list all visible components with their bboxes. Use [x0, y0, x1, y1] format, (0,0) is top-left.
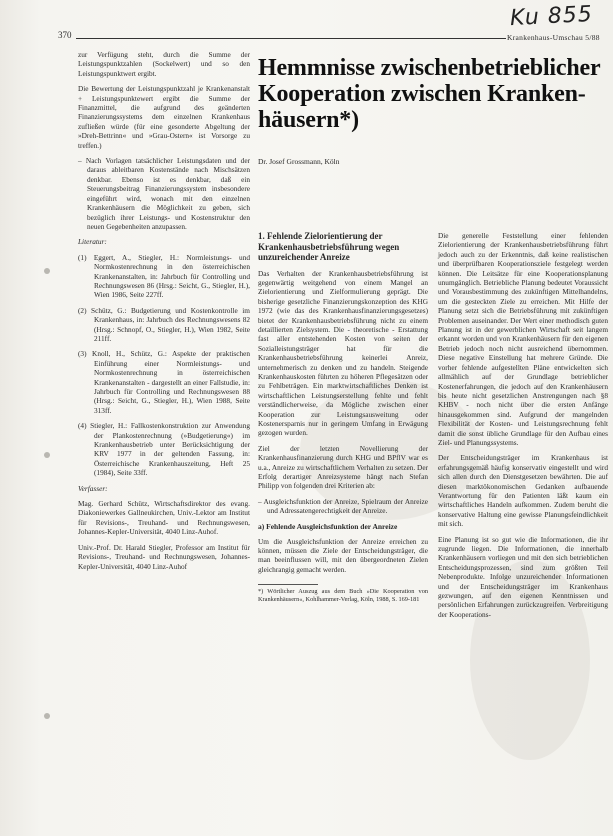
punch-hole — [44, 713, 50, 719]
reference-item: (2) Schütz, G.: Budgetierung und Kostenkontrolle im Krankenhaus, in: Jahrbuch des Rechnungswesens 82 (Hrsg.: Schnopf, O., Stiegler, H.), Wien 1982, Seite 211ff. — [78, 305, 250, 343]
paragraph: Das Verhalten der Krankenhausbetriebsführung ist gegenwärtig weitgehend von einem Mangel an Zielorientierung und Zielformulierung geprägt. Die bisherige gesetzliche Finanzierungskonzeption des KHG 1972 (wie das des Krankenhausfinanzierungsgesetzes) bietet der Krankenhausbetriebsführung nicht zu einem detaillierten Zielsystem. Die - theoretische - Erstattung fast aller entstehenden Kosten von seiten der Sozialleistungsträger hat für die Krankenhausbetriebsführung keinerlei Anreiz, unternehmerisch zu denken und zu handeln. Steigende Krankenhauskosten führten zu höheren Pflegesätzen oder zu Fehlbeträgen. Ein marktwirtschaftliches Denken ist wirtschaftlichen Leistungserstellung fehlte und fehlt verständlicherweise, da Mögliche zwischen einer Kooperation zur Leistungsausweitung oder Kostenersparnis nur in geringem Umfang in Erwägung gezogen wurden. — [258, 268, 428, 438]
section-heading: 1. Fehlende Zielorientierung der Krankenhausbetriebsführung wegen unzureichender Anreize — [258, 231, 400, 262]
punch-hole — [44, 268, 50, 274]
article-title — [258, 55, 613, 133]
authors-heading: Verfasser: — [78, 483, 108, 493]
paragraph: Ziel der letzten Novellierung der Krankenhausfinanzierung durch KHG und BPflV war es u.a., Anreize zu wirtschaftlichem Verhalten zu setzen. Der Erfolg derartiger Anreizsysteme hängt nach Stefan Philipp von folgenden drei Kriterien ab: — [258, 443, 428, 491]
handwritten-note: Ku 855 — [509, 1, 594, 32]
author-info: Univ.-Prof. Dr. Harald Stiegler, Professor am Institut für Revisions-, Treuhand- und Rechnungswesen, Johannes-Kepler-Universität, 4040 Linz-Auhof — [78, 542, 250, 571]
author-info: Mag. Gerhard Schütz, Wirtschaftsdirektor des evang. Diakoniewerkes Gallneukirchen, Univ.-Lektor am Institut für Revisions-, Treuhand- und Rechnungswesen, Johannes-Kepler-Universität, 4040 Linz-Auhof. — [78, 499, 250, 537]
literature-heading: Literatur: — [78, 237, 107, 247]
paragraph: Die generelle Feststellung einer fehlenden Zielorientierung der Krankenhausbetriebsführung führt jedoch auch zu der Erkenntnis, daß keine realistischen und überprüfbaren Kooperationsziele festgelegt werden können. Die Leitsätze für eine Kooperationsplanung unumgänglich. Betriebliche Planung bedeutet Voraussicht und Vorausbestimmung des zukünftigen Mittelhandelns, um die gesteckten Ziele zu erreichen. Mit Hilfe der Planung setzt sich die Betriebsführung mit zukünftigen Problemen auseinander. Der Wert einer methodisch guten Planung ist in der gewerblichen Wirtschaft seit langem erkannt worden und von Krankenhäusern für den eigenen Betrieb jedoch noch nicht ausreichend übernommen. Diese negative Einstellung hat mehrere Gründe. Die vorher fehlende aufgestellten Pläne entwickelten sich allmählich auf der Grundlage betrieblicher Kostenerfahrungen, die jedoch auf den Krankenhäusern bis heute nicht gesetzlichen Anstrengungen nach §8 KHBV - noch nicht über die ersten Anfänge hinausgekommen sind. Aufgrund der mangelnden Flexibilität der Kosten- und Leistungsrechnung fehlt damit die sonst übliche Grundlage für den Aufbau eines Ziel- und Planungssystems. — [438, 231, 608, 447]
paragraph: Der Entscheidungsträger im Krankenhaus ist erfahrungsgemäß häufig konservativ eingestellt und wird sich allen durch den Dienstgesetzen bewährten. Die auf diesen marktökonomischen Gedanken aufbauende Verantwortung für den Patienten läßt kaum ein wirtschaftliches Handeln aufkommen. Zudem beruht die konservative Haltung eine gewisse Planungsfeindlichkeit mit sich. — [438, 453, 608, 529]
paragraph: Um die Ausgleichsfunktion der Anreize erreichen zu können, müssen die Ziele der Entscheidungsträger, die man beeinflussen will, mit den übergeordneten Zielen gleichrangig gemacht werden. — [258, 536, 428, 574]
bullet-text: Nach Vorlagen tatsächlicher Leistungsdaten und der daraus ableitbaren Kostenstände nach Mischsätzen denkbar. Ebenso ist es denkbar, daß ein Steuerungsbeitrag Finanzierungssystem insbesondere eingeführt wird, wonach mit den einzelnen Krankenhäusern die Möglichkeit zu geben, sich bezüglich ihrer Leistungs- und Kostenstruktur den neuen Gegebenheiten anzupassen. — [85, 156, 250, 231]
paragraph: Die Bewertung der Leistungspunktzahl je Krankenanstalt + Leistungspunktewert ergibt die Summe der Finanzmittel, die aufgrund des geänderten Finanzierungssystems dem einzelnen Krankenhaus zufließen würde (für eine gesonderte Abgeltung der »Dreh-Bettrinn« und »Grau-Ostern« ist Vorsorge zu treffen.) — [78, 84, 250, 150]
footnote: *) Wörtlicher Auszug aus dem Buch »Die Kooperation von Krankenhäusern«, Kohlhammer-Verlag, Köln, 1988, S. 169-181 — [258, 588, 428, 604]
paragraph: Eine Planung ist so gut wie die Informationen, die ihr zugrunde liegen. Die Informationen, die innerhalb Krankenhäusern vorliegen und mit den sich betrieblichen Entscheidungsprozessen, sind zum größten Teil Nebenprodukte. Infolge unzureichender Informationen und der Entscheidungsträger im Krankenhaus gezwungen, auf den eigenen Kenntnissen und persönlichen Erfahrungen zurückzugreifen. Verbreitigung der Kooperations- — [438, 534, 608, 619]
page-number: 370 — [58, 30, 72, 40]
title-line: Kooperation zwischen Kranken- — [258, 81, 586, 107]
reference-item: (4) Stiegler, H.: Fallkostenkonstruktion zur Anwendung der Plankostenrechnung (»Budgetierung«) im Krankenhausbetrieb unter Berücksichtigung der KRV 1977 in der geltenden Fassung, in: Österreichische Krankenhauszeitung, Heft 25 (1984), Seite 33ff. — [78, 421, 250, 478]
right-column — [438, 231, 608, 625]
reference-item: (1) Eggert, A., Stiegler, H.: Normleistungs- und Normkostenrechnung in den österreichischen Krankenanstalten, in: Jahrbuch für Controlling und Rechnungswesen 86 (Hrsg.: Seicht, G., Stiegler, H.), Wien 1986, Seite 227ff. — [78, 252, 250, 300]
journal-name: Krankenhaus-Umschau 5/88 — [507, 33, 600, 42]
article-author: Dr. Josef Grossmann, Köln — [258, 157, 340, 166]
bullet-text: Ausgleichsfunktion der Anreize, Spielraum der Anreize und Adressatengerechtigkeit der Anreize. — [263, 496, 428, 516]
sub-heading: a) Fehlende Ausgleichsfunktion der Anreize — [258, 521, 398, 531]
title-line: häusern*) — [258, 107, 359, 133]
middle-column — [258, 231, 428, 610]
paragraph: zur Verfügung steht, durch die Summe der Leistungspunktzahlen (Sockelwert) und so den Leistungspunktwert ergibt. — [78, 50, 250, 78]
title-line: Hemmnisse zwischenbetrieblicher — [258, 55, 601, 81]
left-column — [78, 50, 250, 577]
reference-item: (3) Knoll, H., Schütz, G.: Aspekte der praktischen Einführung einer Normleistungs- und Normkostenrechnung in österreichischen Krankenanstalten - dargestellt an einer Fallstudie, in: Jahrbuch für Controlling und Rechnungswesen 88 (Hrsg.: Seicht, G., Stiegler, H.), Wien 1988, Seite 313ff. — [78, 349, 250, 415]
bullet-item: – Ausgleichsfunktion der Anreize, Spielraum der Anreize und Adressatengerechtigkeit der Anreize. — [258, 496, 428, 516]
footnote-rule — [258, 584, 318, 585]
header-rule — [76, 38, 506, 39]
bullet-item: – Nach Vorlagen tatsächlicher Leistungsdaten und der daraus ableitbaren Kostenstände nach Mischsätzen denkbar. Ebenso ist es denkbar, daß ein Steuerungsbeitrag Finanzierungssystem insbesondere eingeführt wird, wonach mit den einzelnen Krankenhäusern die Möglichkeit zu geben, sich bezüglich ihrer Leistungs- und Kostenstruktur den neuen Gegebenheiten anzupassen. — [78, 156, 250, 231]
punch-hole — [44, 452, 50, 458]
